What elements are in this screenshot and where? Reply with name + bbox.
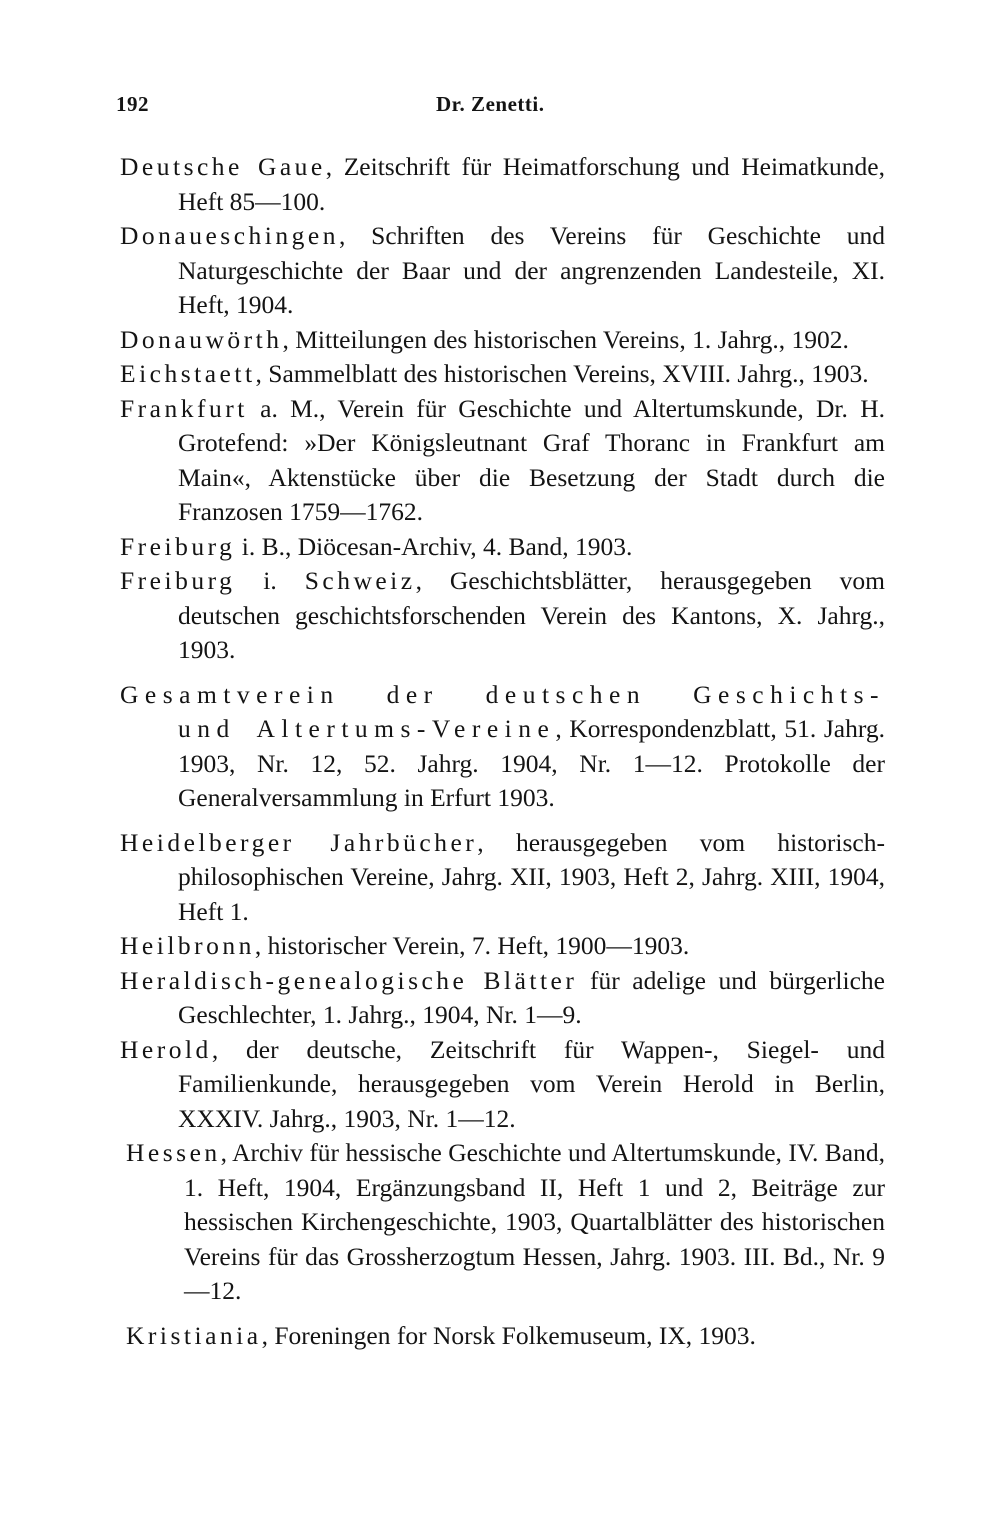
entry-heading: Eichstaett: [120, 359, 256, 388]
page-number: 192: [116, 92, 149, 116]
entry-heading: Kristiania: [126, 1320, 262, 1350]
bibliography-entry: [120, 929, 885, 964]
bibliography-entry: [120, 357, 885, 392]
entry-heading: Freiburg: [120, 531, 236, 561]
bibliography-entry: [120, 323, 885, 358]
bibliography-list: [120, 150, 885, 1353]
entry-heading: Heraldisch-genealogische Blätter: [120, 965, 578, 995]
entry-text: i. B., Diöcesan-Archiv, 4. Band, 1903.: [235, 531, 633, 561]
entry-heading: Deutsche Gaue: [120, 152, 326, 181]
entry-heading: Donaueschingen: [120, 221, 339, 250]
entry-text: , historischer Verein, 7. Heft, 1900—1903.: [254, 931, 690, 960]
entry-text: i.: [235, 566, 305, 595]
entry-text: , Zeitschrift für Heimatforschung und Heimatkunde, Heft 85—100.: [178, 152, 885, 216]
entry-text: für adelige und bürgerliche Geschlechter, 1. Jahrg., 1904, Nr. 1—9.: [178, 965, 885, 1029]
entry-text: , Schriften des Vereins für Geschichte und Naturgeschichte der Baar und der angrenzenden Landesteile, XI. Heft, 1904.: [178, 221, 885, 319]
bibliography-entry: [120, 530, 885, 565]
bibliography-entry: [120, 826, 885, 930]
entry-text: , Mitteilungen des historischen Vereins, 1. Jahrg., 1902.: [282, 324, 849, 354]
running-head: Dr. Zenetti.: [436, 92, 545, 116]
entry-heading: Heidelberger Jahrbücher: [120, 827, 478, 857]
entry-heading: Herold: [120, 1034, 212, 1064]
entry-text: , Korrespondenzblatt, 51. Jahrg. 1903, Nr. 12, 52. Jahrg. 1904, Nr. 1—12. Protokolle der Generalversammlung in Erfurt 1903.: [178, 714, 886, 812]
entry-text: , Sammelblatt des historischen Vereins, XVIII. Jahrg., 1903.: [255, 359, 869, 388]
entry-text: a. M., Verein für Geschichte und Altertumskunde, Dr. H. Grotefend: »Der Königsleutnant Graf Thoranc in Frankfurt am Main«, Aktenstücke über die Besetzung der Stadt durch die Franzosen 1759—1762.: [178, 393, 885, 526]
bibliography-entry: [120, 678, 885, 816]
bibliography-entry: [126, 1319, 885, 1354]
entry-heading: Donauwörth: [120, 324, 283, 354]
entry-text: , herausgegeben vom historisch-philosophischen Vereine, Jahrg. XII, 1903, Heft 2, Jahrg. XIII, 1904, Heft 1.: [178, 827, 885, 926]
entry-text: , Foreningen for Norsk Folkemuseum, IX, 1903.: [261, 1320, 756, 1350]
bibliography-entry: [120, 150, 885, 219]
entry-heading: Hessen: [126, 1138, 221, 1167]
page-header: [0, 92, 1000, 126]
entry-heading: Freiburg: [120, 566, 236, 595]
bibliography-entry: [120, 392, 885, 530]
bibliography-entry: [120, 564, 885, 668]
entry-heading-secondary: Schweiz: [304, 566, 416, 595]
bibliography-entry: [120, 1033, 885, 1137]
entry-heading: Heilbronn: [120, 931, 255, 960]
entry-heading: Frankfurt: [120, 393, 248, 423]
entry-text-secondary: , Geschichtsblätter, herausgegeben vom deutschen geschichtsforschenden Verein des Kantons, X. Jahrg., 1903.: [178, 566, 885, 664]
bibliography-entry: [126, 1136, 885, 1309]
entry-text: , der deutsche, Zeitschrift für Wappen-, Siegel- und Familienkunde, herausgegeben vom Verein Herold in Berlin, XXXIV. Jahrg., 1903, Nr. 1—12.: [178, 1034, 885, 1133]
entry-heading: Gesamtverein der deutschen Geschichts- und Altertums-Vereine: [120, 679, 885, 743]
bibliography-entry: [120, 964, 885, 1033]
entry-text: , Archiv für hessische Geschichte und Altertumskunde, IV. Band, 1. Heft, 1904, Ergänzungsband II, Heft 1 und 2, Beiträge zur hessischen Kirchengeschichte, 1903, Quartalblätter des historischen Vereins für das Grossherzogtum Hessen, Jahrg. 1903. III. Bd., Nr. 9—12.: [184, 1138, 885, 1305]
bibliography-entry: [120, 219, 885, 323]
